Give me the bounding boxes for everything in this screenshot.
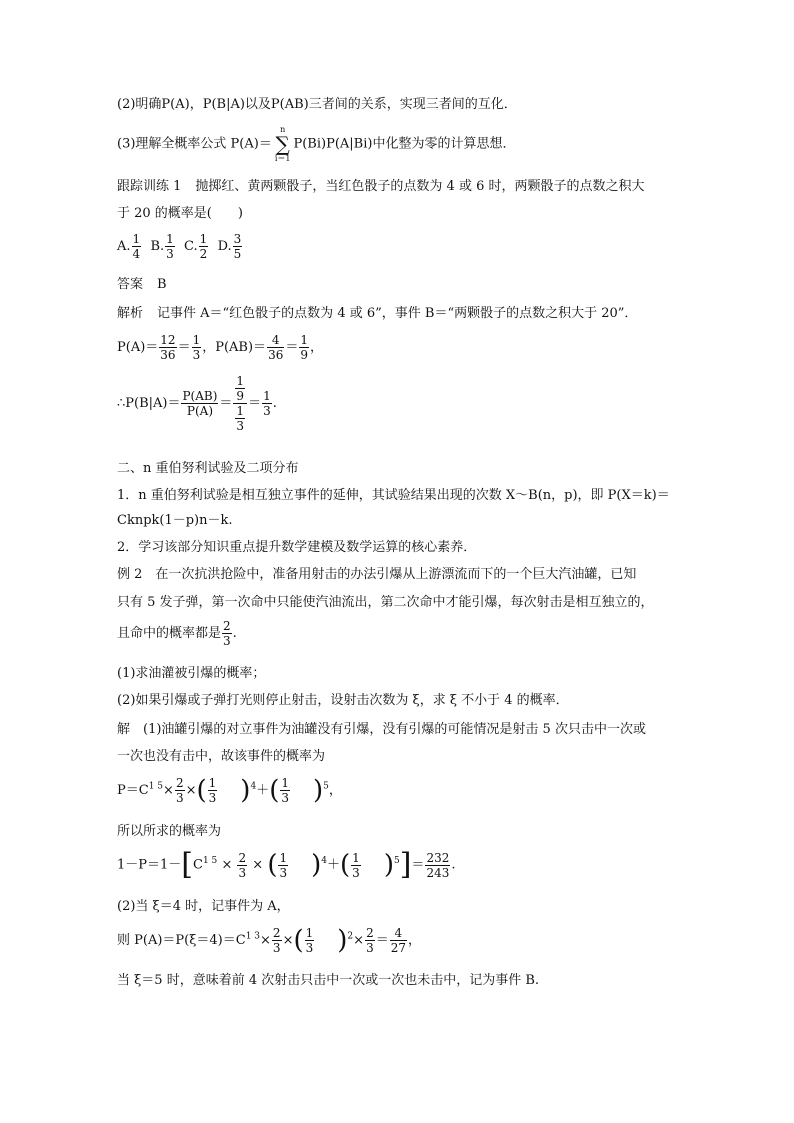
point-2: (2)明确P(A)，P(B|A)以及P(AB)三者间的关系，实现三者间的互化．	[117, 97, 517, 112]
point-2b: 2．学习该部分知识重点提升数学建模及数学运算的核心素养．	[117, 540, 477, 555]
options: A. $\frac{1}{4}$ B. $\frac{1}{3}$ C. $\frac{1}{2}$ D. $\frac{3}{5}$	[117, 232, 242, 261]
solution-line1: 解 (1)油罐引爆的对立事件为油罐没有引爆，没有引爆的可能情况是射击 5 次只击中一次或	[117, 722, 646, 737]
pa-pab-equation: P(A)＝ $\frac{12}{36}$ ＝ $\frac{1}{3}$ ，P(AB)＝ $\frac{4}{36}$ ＝ $\frac{1}{9}$ ，	[117, 333, 324, 362]
question-2: (2)如果引爆或子弹打光则停止射击，设射击次数为 ξ，求 ξ 不小于 4 的概率．	[117, 693, 569, 708]
solution-line2: 一次也没有击中，故该事件的概率为	[117, 749, 326, 764]
question-1: (1)求油灌被引爆的概率；	[117, 666, 266, 681]
conditional-result: ∴P(B|A)＝ $\frac{P(AB)}{P(A)}$ ＝ $\frac{\frac{1}{9}}{\frac{1}{3}}$ ＝ $\frac{1}{3}$ .	[117, 374, 277, 433]
section-2-heading: 二、n 重伯努利试验及二项分布	[117, 461, 299, 476]
example-2-line3: 且命中的概率都是 $\frac{2}{3}$ .	[117, 619, 237, 648]
point-1-line1: 1．n 重伯努利试验是相互独立事件的延伸，其试验结果出现的次数 X～B(n，p)，即 P(X＝k)＝	[117, 488, 670, 503]
example-2-line1: 例 2 在一次抗洪抢险中，准备用射击的办法引爆从上游漂流而下的一个巨大汽油罐，已知	[117, 567, 637, 582]
p-equation: $P=C^{1 5}\times$ $\frac{2}{3}$ ×( $\frac{1}{3}$ )$^4$＋( $\frac{1}{3}$ )$^5$，	[117, 775, 342, 806]
summation: n ∑ i＝1	[274, 125, 291, 163]
final-equation: $1-P=1-[C^{1 5}$ × $\frac{2}{3}$ × ( $\frac{1}{3}$ )$^4$＋( $\frac{1}{3}$ )$^5$]＝ $\frac{232}{243}$ .	[117, 847, 456, 882]
exercise-1-line1: 跟踪训练 1 抛掷红、黄两颗骰子，当红色骰子的点数为 4 或 6 时，两颗骰子的点数之积大	[117, 179, 645, 194]
so-line: 所以所求的概率为	[117, 824, 222, 839]
last-line: 当 ξ＝5 时，意味着前 4 次射击只击中一次或一次也未击中，记为事件 B.	[117, 973, 540, 988]
question-2-solution: (2)当 ξ＝4 时，记事件为 A，	[117, 899, 290, 914]
compound-fraction: $\frac{\frac{1}{9}}{\frac{1}{3}}$	[233, 374, 247, 433]
exercise-1-line2: 于 20 的概率是( )	[117, 206, 243, 221]
point-1-line2: Cknpk(1－p)n－k.	[117, 513, 233, 528]
point-3: (3)理解全概率公式 P(A)＝n ∑ i＝1P(Bi)P(A|Bi)中化整为零的计算思想．	[117, 125, 516, 163]
example-2-line2: 只有 5 发子弹，第一次命中只能使汽油流出，第二次命中才能引爆，每次射击是相互独立的，	[117, 595, 654, 610]
answer: 答案 B	[117, 277, 167, 292]
analysis-text: 解析 记事件 A＝“红色骰子的点数为 4 或 6”，事件 B＝“两颗骰子的点数之积大于 20”．	[117, 306, 638, 321]
pa-xi4-equation: 则 $P(A)=P(\xi=4)=C^{1 3}\times$ $\frac{2}{3}$ ×( $\frac{1}{3}$ )$^2$× $\frac{2}{3}$ ＝ $\frac{4}{27}$ ，	[117, 925, 422, 956]
